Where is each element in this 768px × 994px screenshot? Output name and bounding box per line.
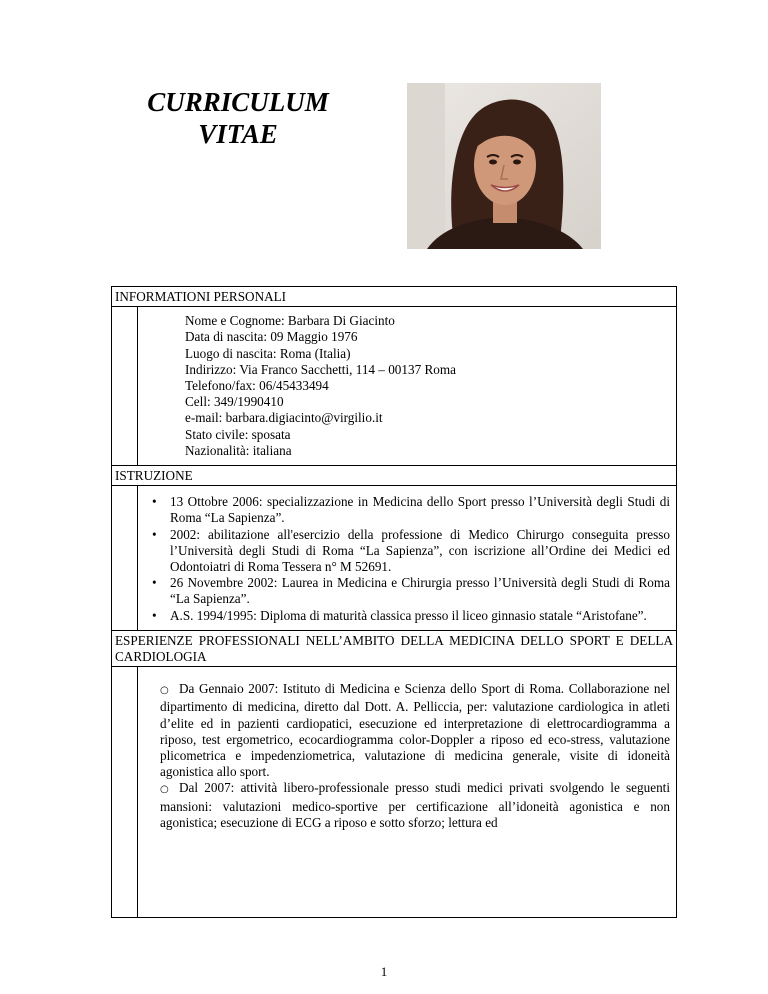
info-email: e-mail: barbara.digiacinto@virgilio.it: [185, 410, 383, 426]
info-birth-place: Luogo di nascita: Roma (Italia): [185, 345, 351, 361]
indent-cell: [112, 307, 138, 466]
cv-table: [111, 286, 677, 918]
circle-bullet-icon: ○: [160, 685, 169, 697]
experience-item: ○ Dal 2007: attività libero-professionale presso studi medici privati svolgendo le seguenti mansioni: valutazioni medico-sportive per certificazione all’idoneità agonistica e non agonistica; esecuzione di ECG a riposo e sotto sforzo; lettura ed: [160, 780, 670, 830]
info-address: Indirizzo: Via Franco Sacchetti, 114 – 00137 Roma: [185, 361, 456, 377]
education-item: • 2002: abilitazione all'esercizio della professione di Medico Chirurgo conseguita presso l’Università degli Studi di Roma “La Sapienza”, con iscrizione all’Ordine dei Medici ed Odontoiatri di Roma Tessera n° M 52691.: [151, 527, 670, 576]
info-name: Nome e Cognome: Barbara Di Giacinto: [185, 313, 395, 329]
info-birth-date: Data di nascita: 09 Maggio 1976: [185, 329, 358, 345]
info-cell: Cell: 349/1990410: [185, 394, 284, 410]
indent-cell: [112, 486, 138, 631]
page-number: 1: [380, 964, 388, 979]
experience-heading: ESPERIENZE PROFESSIONALI NELL’AMBITO DELLA MEDICINA DELLO SPORT E DELLA CARDIOLOGIA: [112, 630, 677, 666]
portrait-image: [407, 83, 601, 249]
document-title: [108, 86, 368, 150]
education-list-cell: [138, 486, 677, 631]
experience-item: ○ Da Gennaio 2007: Istituto di Medicina e Scienza dello Sport di Roma. Collaborazione nel dipartimento di medicina, diretto dal Dott. A. Pelliccia, per: valutazione cardiologica in atleti d’elite ed in pazienti cardiopatici, esecuzione ed interpretazione di elettrocardiogramma a riposo, test ergometrico, ecocardiogramma color-Doppler a riposo ed eco-stress, valutazione plicometrica e impedenziometrica, valutazione di medicina generale, visite di idoneità agonistica allo sport.: [160, 681, 670, 780]
title-line-1: CURRICULUM: [147, 87, 329, 117]
education-item: • A.S. 1994/1995: Diploma di maturità classica presso il liceo ginnasio statale “Aristofane”.: [151, 608, 670, 624]
personal-info: [138, 307, 677, 466]
indent-cell: [112, 667, 138, 918]
title-line-2: VITAE: [198, 119, 278, 149]
education-item: • 26 Novembre 2002: Laurea in Medicina e Chirurgia presso l’Università degli Studi di Roma “La Sapienza”.: [151, 575, 670, 607]
education-item: • 13 Ottobre 2006: specializzazione in Medicina dello Sport presso l’Università degli Studi di Roma “La Sapienza”.: [151, 494, 670, 526]
info-marital-status: Stato civile: sposata: [185, 426, 291, 442]
experience-list: [138, 667, 677, 918]
personal-heading: INFORMATIONI PERSONALI: [112, 287, 677, 307]
profile-photo: [407, 83, 601, 249]
info-nationality: Nazionalità: italiana: [185, 442, 292, 458]
education-heading: ISTRUZIONE: [112, 466, 677, 486]
circle-bullet-icon: ○: [160, 784, 169, 796]
info-phone: Telefono/fax: 06/45433494: [185, 378, 329, 394]
education-list: [151, 494, 670, 624]
